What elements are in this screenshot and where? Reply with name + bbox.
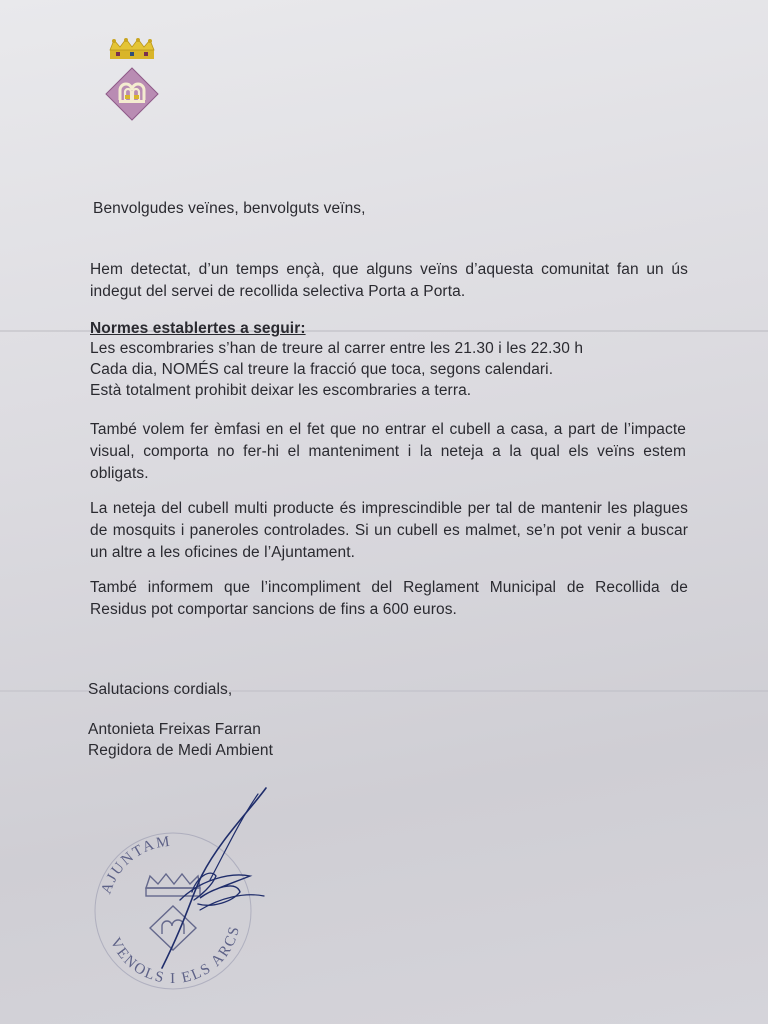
sanctions-paragraph: També informem que l’incompliment del Reglament Municipal de Recollida de Residus pot comportar sancions de fins a 600 euros.: [90, 579, 688, 618]
shield-icon: [106, 68, 158, 120]
stamp-bottom-text: VENOLS I ELS ARCS: [106, 923, 244, 988]
greeting: Benvolgudes veïnes, benvolguts veïns,: [93, 200, 366, 217]
intro-paragraph: Hem detectat, d’un temps ençà, que alguns veïns d’aquesta comunitat fan un ús indegut del servei de recollida selectiva Porta a Porta.: [90, 261, 688, 300]
emphasis-paragraph: També volem fer èmfasi en el fet que no entrar el cubell a casa, a part de l’impacte visual, comporta no fer-hi el manteniment i la neteja a la qual els veïns estem obligats.: [90, 421, 686, 482]
crown-icon: [110, 38, 154, 59]
signer-title: Regidora de Medi Ambient: [88, 742, 274, 759]
cleaning-paragraph: La neteja del cubell multi producte és imprescindible per tal de mantenir les plagues de mosquits i paneroles controlades. Si un cubell es malmet, se’n pot venir a buscar un altre a les oficines de l’Ajuntament.: [90, 500, 688, 561]
rules-heading: Normes establertes a seguir:: [90, 320, 306, 337]
closing: Salutacions cordials,: [88, 681, 233, 698]
rule-item: Les escombraries s’han de treure al carrer entre les 21.30 i les 22.30 h: [90, 340, 584, 357]
stamp-top-text: AJUNTAM: [98, 833, 173, 897]
signer-name: Antonieta Freixas Farran: [88, 721, 261, 738]
handwritten-signature: [140, 780, 280, 980]
municipal-emblem-icon: [104, 38, 160, 122]
rule-item: Està totalment prohibit deixar les escombraries a terra.: [90, 382, 472, 399]
rule-item: Cada dia, NOMÉS cal treure la fracció que toca, segons calendari.: [90, 361, 554, 378]
